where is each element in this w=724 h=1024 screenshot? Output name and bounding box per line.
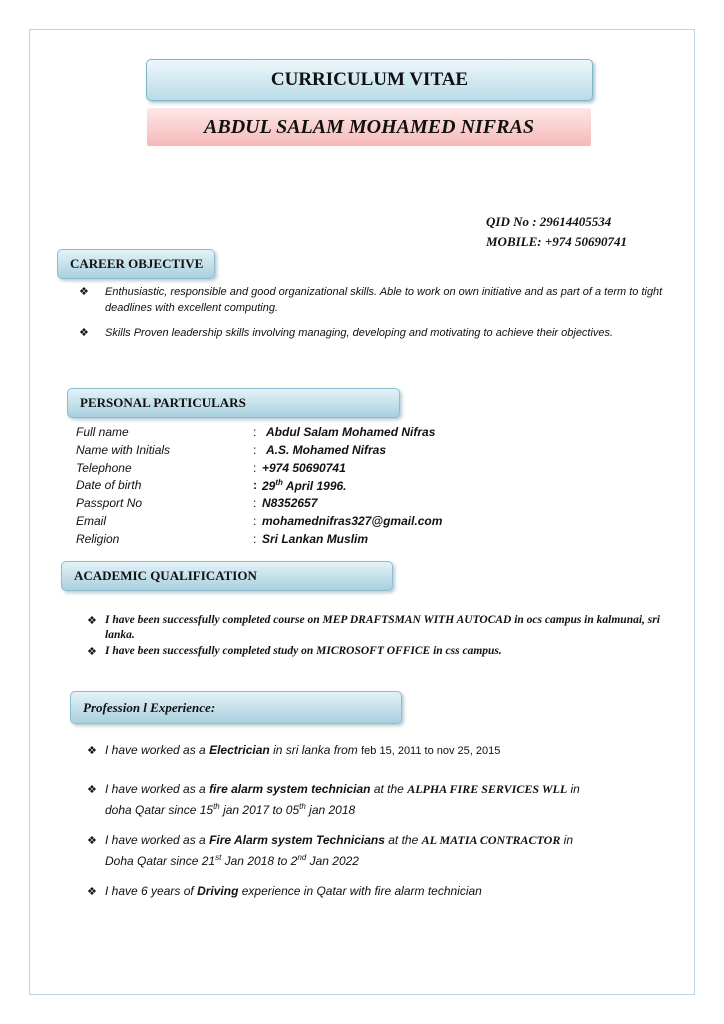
career-objective-heading: CAREER OBJECTIVE [57,249,215,279]
personal-particulars-heading: PERSONAL PARTICULARS [67,388,400,418]
bullet-icon: ❖ [87,835,97,847]
pp-separator: : [253,532,257,546]
pp-separator: : [253,496,257,510]
experience-item: I have worked as a Fire Alarm system Technicians at the AL MATIA CONTRACTOR in Doha Qatar since 21st Jan 2018 to 2nd Jan 2022 [105,833,574,868]
career-objective-item: Enthusiastic, responsible and good organizational skills. Able to work on own initiative and as part of a term to tight deadlines with excellent computing. [105,286,663,314]
pp-value-telephone: +974 50690741 [262,461,346,475]
academic-item: I have been successfully completed study on MICROSOFT OFFICE in css campus. [105,645,502,657]
pp-separator: : [253,461,257,475]
bullet-icon: ❖ [87,886,97,898]
bullet-icon: ❖ [87,784,97,796]
cv-title: CURRICULUM VITAE [146,59,593,101]
pp-separator: : [253,514,257,528]
pp-separator: : [253,443,257,457]
pp-label-religion: Religion [76,532,120,546]
bullet-icon: ❖ [87,646,97,658]
pp-value-passport: N8352657 [262,496,318,510]
experience-item: I have worked as a Electrician in sri lanka from feb 15, 2011 to nov 25, 2015 [105,743,501,757]
dob-suffix: th [275,478,283,487]
pp-label-passport: Passport No [76,496,143,510]
bullet-icon: ❖ [87,615,97,627]
pp-value-email: mohamednifras327@gmail.com [262,514,443,528]
dob-day: 29 [262,479,276,493]
pp-value-initials: A.S. Mohamed Nifras [266,443,387,457]
pp-label-email: Email [76,514,107,528]
experience-heading: Profession l Experience: [70,691,402,724]
career-objective-item: Skills Proven leadership skills involving managing, developing and motivating to achieve their objectives. [105,327,614,339]
pp-separator: : [253,425,257,439]
pp-value-full-name: Abdul Salam Mohamed Nifras [266,425,436,439]
candidate-name: ABDUL SALAM MOHAMED NIFRAS [147,108,591,146]
pp-label-initials: Name with Initials [76,443,171,457]
pp-label-telephone: Telephone [76,461,132,475]
mobile-number: MOBILE: +974 50690741 [486,234,628,249]
bullet-icon: ❖ [79,286,89,298]
experience-item: I have 6 years of Driving experience in Qatar with fire alarm technician [105,884,482,898]
dob-rest: April 1996. [282,479,347,493]
pp-label-full-name: Full name [76,425,129,439]
bullet-icon: ❖ [79,327,89,339]
qid-number: QID No : 29614405534 [486,214,612,229]
experience-item: I have worked as a fire alarm system technician at the ALPHA FIRE SERVICES WLL in doha Qatar since 15th jan 2017 to 05th jan 2018 [105,782,580,817]
bullet-icon: ❖ [87,745,97,757]
pp-value-dob [262,478,347,493]
pp-separator: : [253,478,257,492]
pp-label-dob: Date of birth [76,478,142,492]
academic-item: I have been successfully completed course on MEP DRAFTSMAN WITH AUTOCAD in ocs campus in kalmunai, sri lanka. [105,614,660,641]
academic-qualification-heading: ACADEMIC QUALIFICATION [61,561,393,591]
pp-value-religion: Sri Lankan Muslim [262,532,369,546]
